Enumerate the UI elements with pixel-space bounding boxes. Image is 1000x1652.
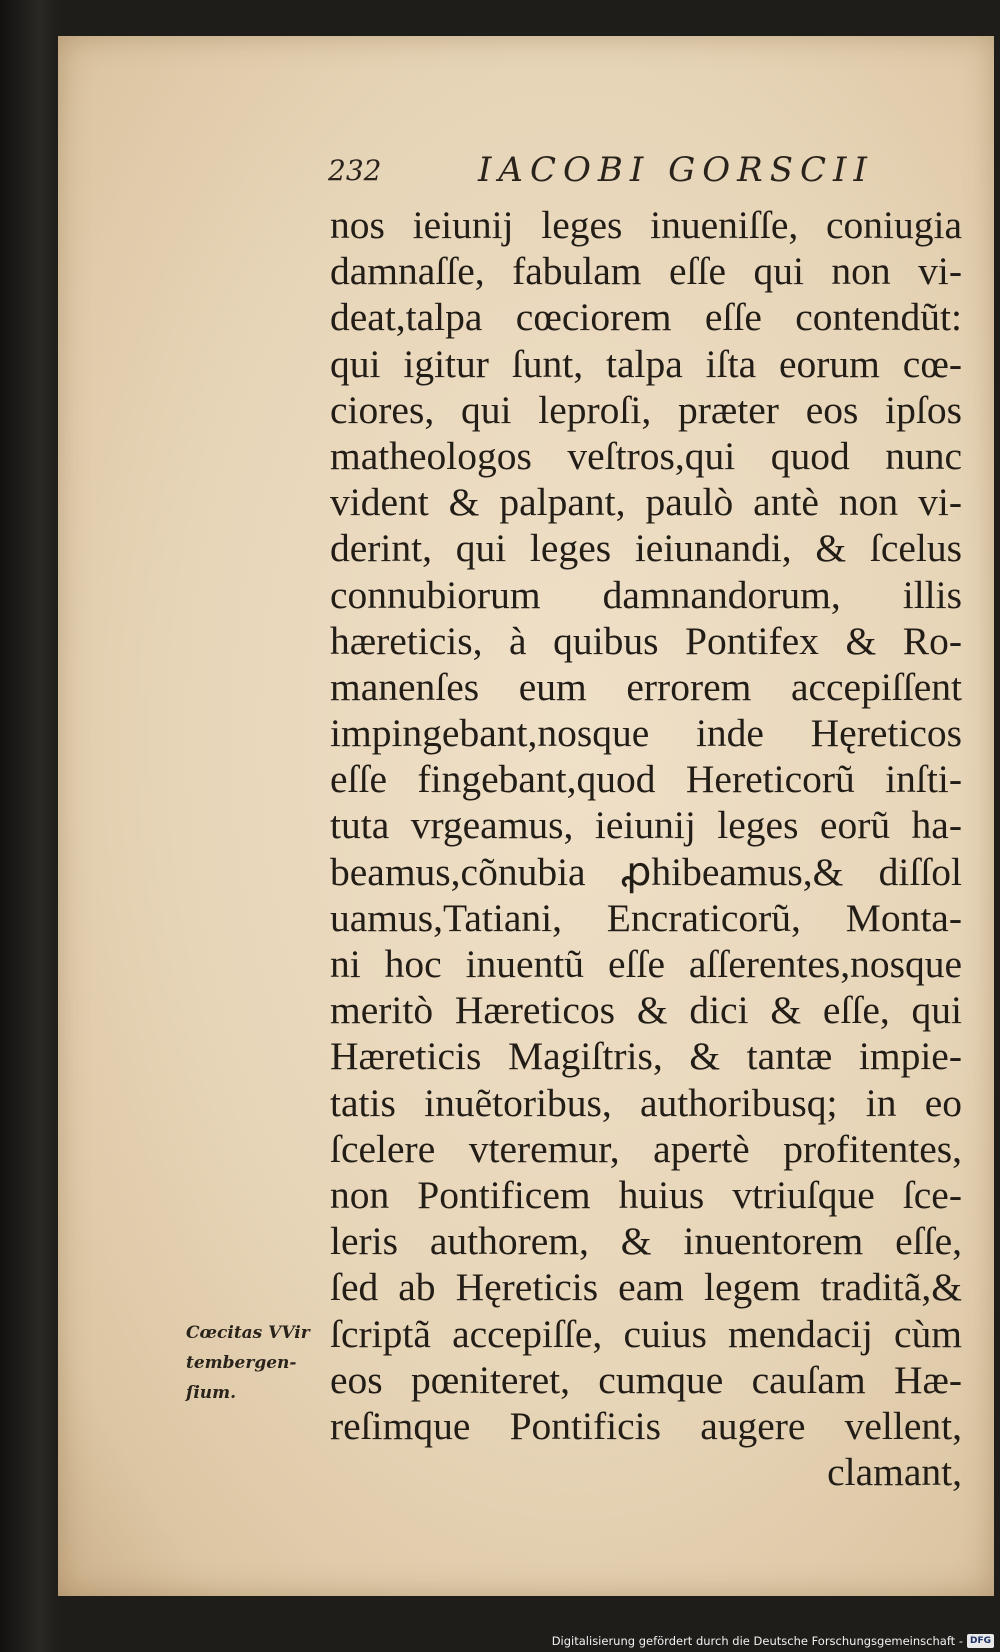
digitization-credit xyxy=(552,1632,994,1650)
text-line: ſcriptã accepiſſe, cuius mendacij cùm xyxy=(330,1311,962,1356)
text-line: hæreticis, à quibus Pontifex & Ro- xyxy=(330,618,962,663)
running-title: IACOBI GORSCII xyxy=(478,150,874,190)
page-content xyxy=(58,36,994,1596)
text-line: ſed ab Hęreticis eam legem traditã,& xyxy=(330,1265,962,1310)
text-line: reſimque Pontificis augere vellent, xyxy=(330,1403,962,1448)
text-line: tatis inuẽtoribus, authoribusq; in eo xyxy=(330,1080,962,1125)
text-line: eſſe fingebant,quod Hereticorũ inſti- xyxy=(330,757,962,802)
marginal-note-line: tembergen- xyxy=(186,1353,297,1373)
text-line: ciores, qui leproſi, præter eos ipſos xyxy=(330,387,962,432)
text-line: tuta vrgeamus, ieiunij leges eorũ ha- xyxy=(330,803,962,848)
marginal-note-line: Cœcitas VVir xyxy=(186,1323,310,1343)
text-line: derint, qui leges ieiunandi, & ſcelus xyxy=(330,526,962,571)
text-line: uamus,Tatiani, Encraticorũ, Monta- xyxy=(330,895,962,940)
book-page xyxy=(58,36,994,1596)
text-line: ſcelere vteremur, apertè profitentes, xyxy=(330,1126,962,1171)
marginal-note xyxy=(186,1318,326,1408)
text-line: meritò Hæreticos & dici & eſſe, qui xyxy=(330,988,962,1033)
dfg-logo: DFG xyxy=(967,1634,994,1648)
text-line: connubiorum damnandorum, illis xyxy=(330,572,962,617)
marginal-note-line: ſium. xyxy=(186,1383,237,1403)
text-line: ni hoc inuentũ eſſe aſſerentes,nosque xyxy=(330,942,962,986)
text-line: matheologos veſtros,qui quod nunc xyxy=(330,433,962,478)
text-line: manenſes eum errorem accepiſſent xyxy=(330,664,962,709)
text-line: non Pontificem huius vtriuſque ſce- xyxy=(330,1172,962,1217)
text-line: eos pœniteret, cumque cauſam Hæ- xyxy=(330,1357,962,1402)
text-line: qui igitur ſunt, talpa iſta eorum cœ- xyxy=(330,341,962,386)
running-head xyxy=(328,150,948,198)
text-line: vident & palpant, paulò antè non vi- xyxy=(330,480,962,525)
page-number: 232 xyxy=(328,154,382,187)
text-line: damnaſſe, fabulam eſſe qui non vi- xyxy=(330,249,962,294)
body-text xyxy=(330,202,962,1495)
credit-text: Digitalisierung gefördert durch die Deutsche Forschungsgemeinschaft - xyxy=(551,1634,963,1648)
text-line: Hæreticis Magiſtris, & tantæ impie- xyxy=(330,1034,962,1079)
text-line: clamant, xyxy=(827,1450,962,1495)
text-line: impingebant,nosque inde Hęreticos xyxy=(330,711,962,756)
text-line: deat,talpa cœciorem eſſe contendũt: xyxy=(330,295,962,340)
text-line: nos ieiunij leges inueniſſe, coniugia xyxy=(330,203,962,247)
text-line: leris authorem, & inuentorem eſſe, xyxy=(330,1219,962,1264)
text-line: beamus,cõnubia ꝓhibeamus,& diſſol xyxy=(330,849,962,894)
